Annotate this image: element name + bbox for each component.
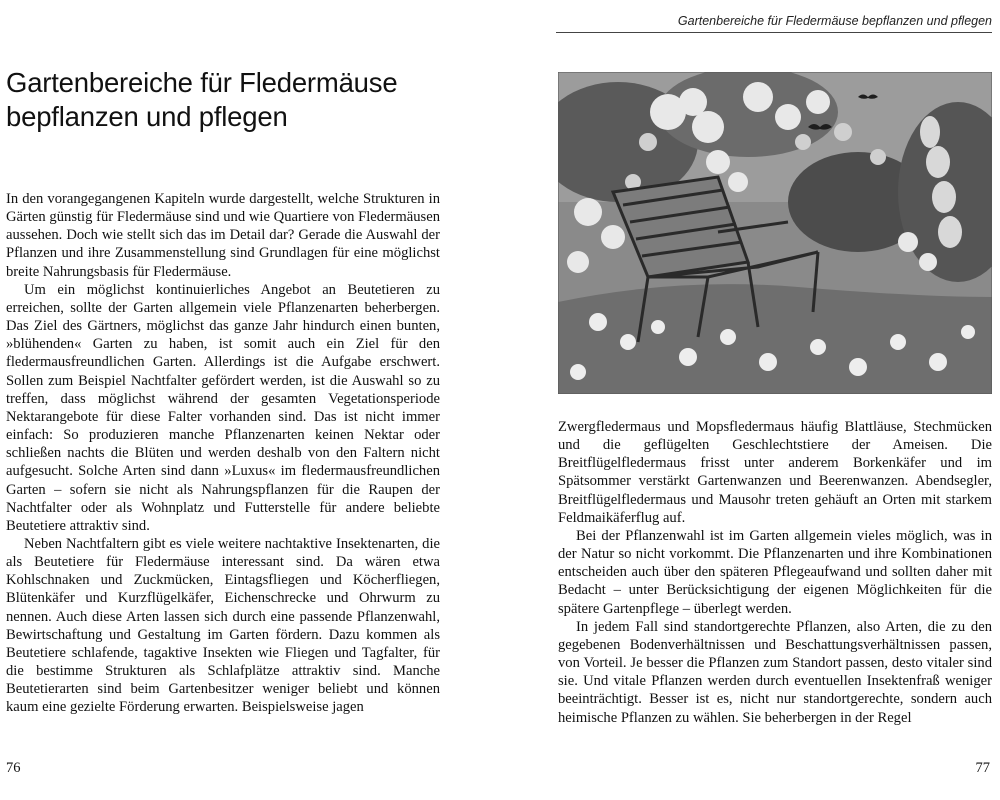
paragraph: Bei der Pflanzenwahl ist im Garten allgemein vieles möglich, was in der Natur so nicht vorkommt. Die Pflanzenarten und ihre Kombinationen entscheiden auch über den späteren Pflegeaufwand und sollten daher mit Bedacht – unter Berücksichtigung der eigenen Möglichkeiten für die spätere Gartenpflege – überlegt werden.	[558, 527, 992, 617]
page-number-right: 77	[975, 760, 990, 776]
garden-illustration	[558, 72, 992, 394]
page-number-left: 76	[6, 760, 21, 776]
paragraph: In jedem Fall sind standortgerechte Pflanzen, also Arten, die zu den gegebenen Bodenverhältnissen und Beschattungsverhältnissen passen, von Vorteil. Je besser die Pflanzen zum Standort passen, desto vitaler sind sie. Und vitale Pflanzen werden durch eventuellen Insektenfraß weniger beeinträchtigt. Besser ist es, nicht nur standortgerechte, sondern auch heimische Pflanzen zu wählen. Sie beherbergen in der Regel	[558, 618, 992, 726]
paragraph: In den vorangegangenen Kapiteln wurde dargestellt, welche Strukturen in Gärten günstig für Fledermäuse sind und wie Quartiere von Fledermäusen aussehen. Doch wie stellt sich das im Detail dar? Gerade die Auswahl der Pflanzen und ihre Zusammenstellung sind Grundlagen für eine möglichst breite Nahrungsbasis für Fledermäuse.	[6, 191, 440, 280]
paragraph: Neben Nachtfaltern gibt es viele weitere nachtaktive Insektenarten, die als Beutetiere für Fledermäuse interessant sind. Da wären etwa Kohlschnaken und Zuckmücken, Eintagsfliegen und Köcherfliegen, Blütenkäfer und Kurzflügelkäfer, Eichenschrecke und Ohrwurm zu nennen. Auch diese Arten lassen sich durch eine passende Pflanzenwahl, Bewirtschaftung und Gestaltung im Garten fördern. Dazu kommen als Beutetiere schlafende, tagaktive Insekten wie Fliegen und Tagfalter, für die bestimme Strukturen als Schlafplätze attraktiv sind. Manche Beutetierarten sind beim Gartenbesitzer weniger beliebt und können kaum eine gezielte Förderung erwarten. Beispielsweise jagen	[6, 535, 440, 716]
running-head: Gartenbereiche für Fledermäuse bepflanzen und pflegen	[556, 14, 992, 33]
left-body-text	[6, 190, 440, 717]
chapter-title: Gartenbereiche für Fledermäuse bepflanzen und pflegen	[6, 67, 398, 132]
paragraph: Zwergfledermaus und Mopsfledermaus häufig Blattläuse, Stechmücken und die geflügelten Geschlechtstiere der Ameisen. Die Breitflügelfledermaus frisst unter anderem Borkenkäfer und im Spätsommer verstärkt Gartenwanzen und Beerenwanzen. Abendsegler, Breitflügelfledermaus und Mausohr treten gehäuft an Orten mit starkem Feldmaikäferflug auf.	[558, 419, 992, 526]
garden-deckchair-picture	[558, 72, 992, 394]
right-body-text	[558, 418, 992, 727]
right-page	[500, 0, 1000, 800]
left-page	[0, 0, 480, 800]
paragraph: Um ein möglichst kontinuierliches Angebot an Beutetieren zu erreichen, sollte der Garten allgemein viele Pflanzenarten beherbergen. Das Ziel des Gärtners, möglichst das ganze Jahr hindurch einen bunten, »blühenden« Garten zu haben, ist somit auch ein Ziel für den fledermausfreundlichen Garten. Allerdings ist die Aufgabe erschwert. Sollen zum Beispiel Nachtfalter gefördert werden, ist die Auswahl so zu treffen, dass möglichst während der gesamten Vegetationsperiode Nektarangebote für diese Falter vorhanden sind. Das ist nicht immer einfach: So produzieren manche Pflanzenarten keinen Nektar oder schließen nachts die Blüten und werden deshalb von den Faltern nicht aufgesucht. Solche Arten sind dann »Luxus« im fledermausfreundlichen Garten – sofern sie nicht als Nahrungspflanzen für die Raupen der Nachtfalter oder als Wohnplatz und Futterstelle für andere beliebte Beutetiere attraktiv sind.	[6, 281, 440, 534]
